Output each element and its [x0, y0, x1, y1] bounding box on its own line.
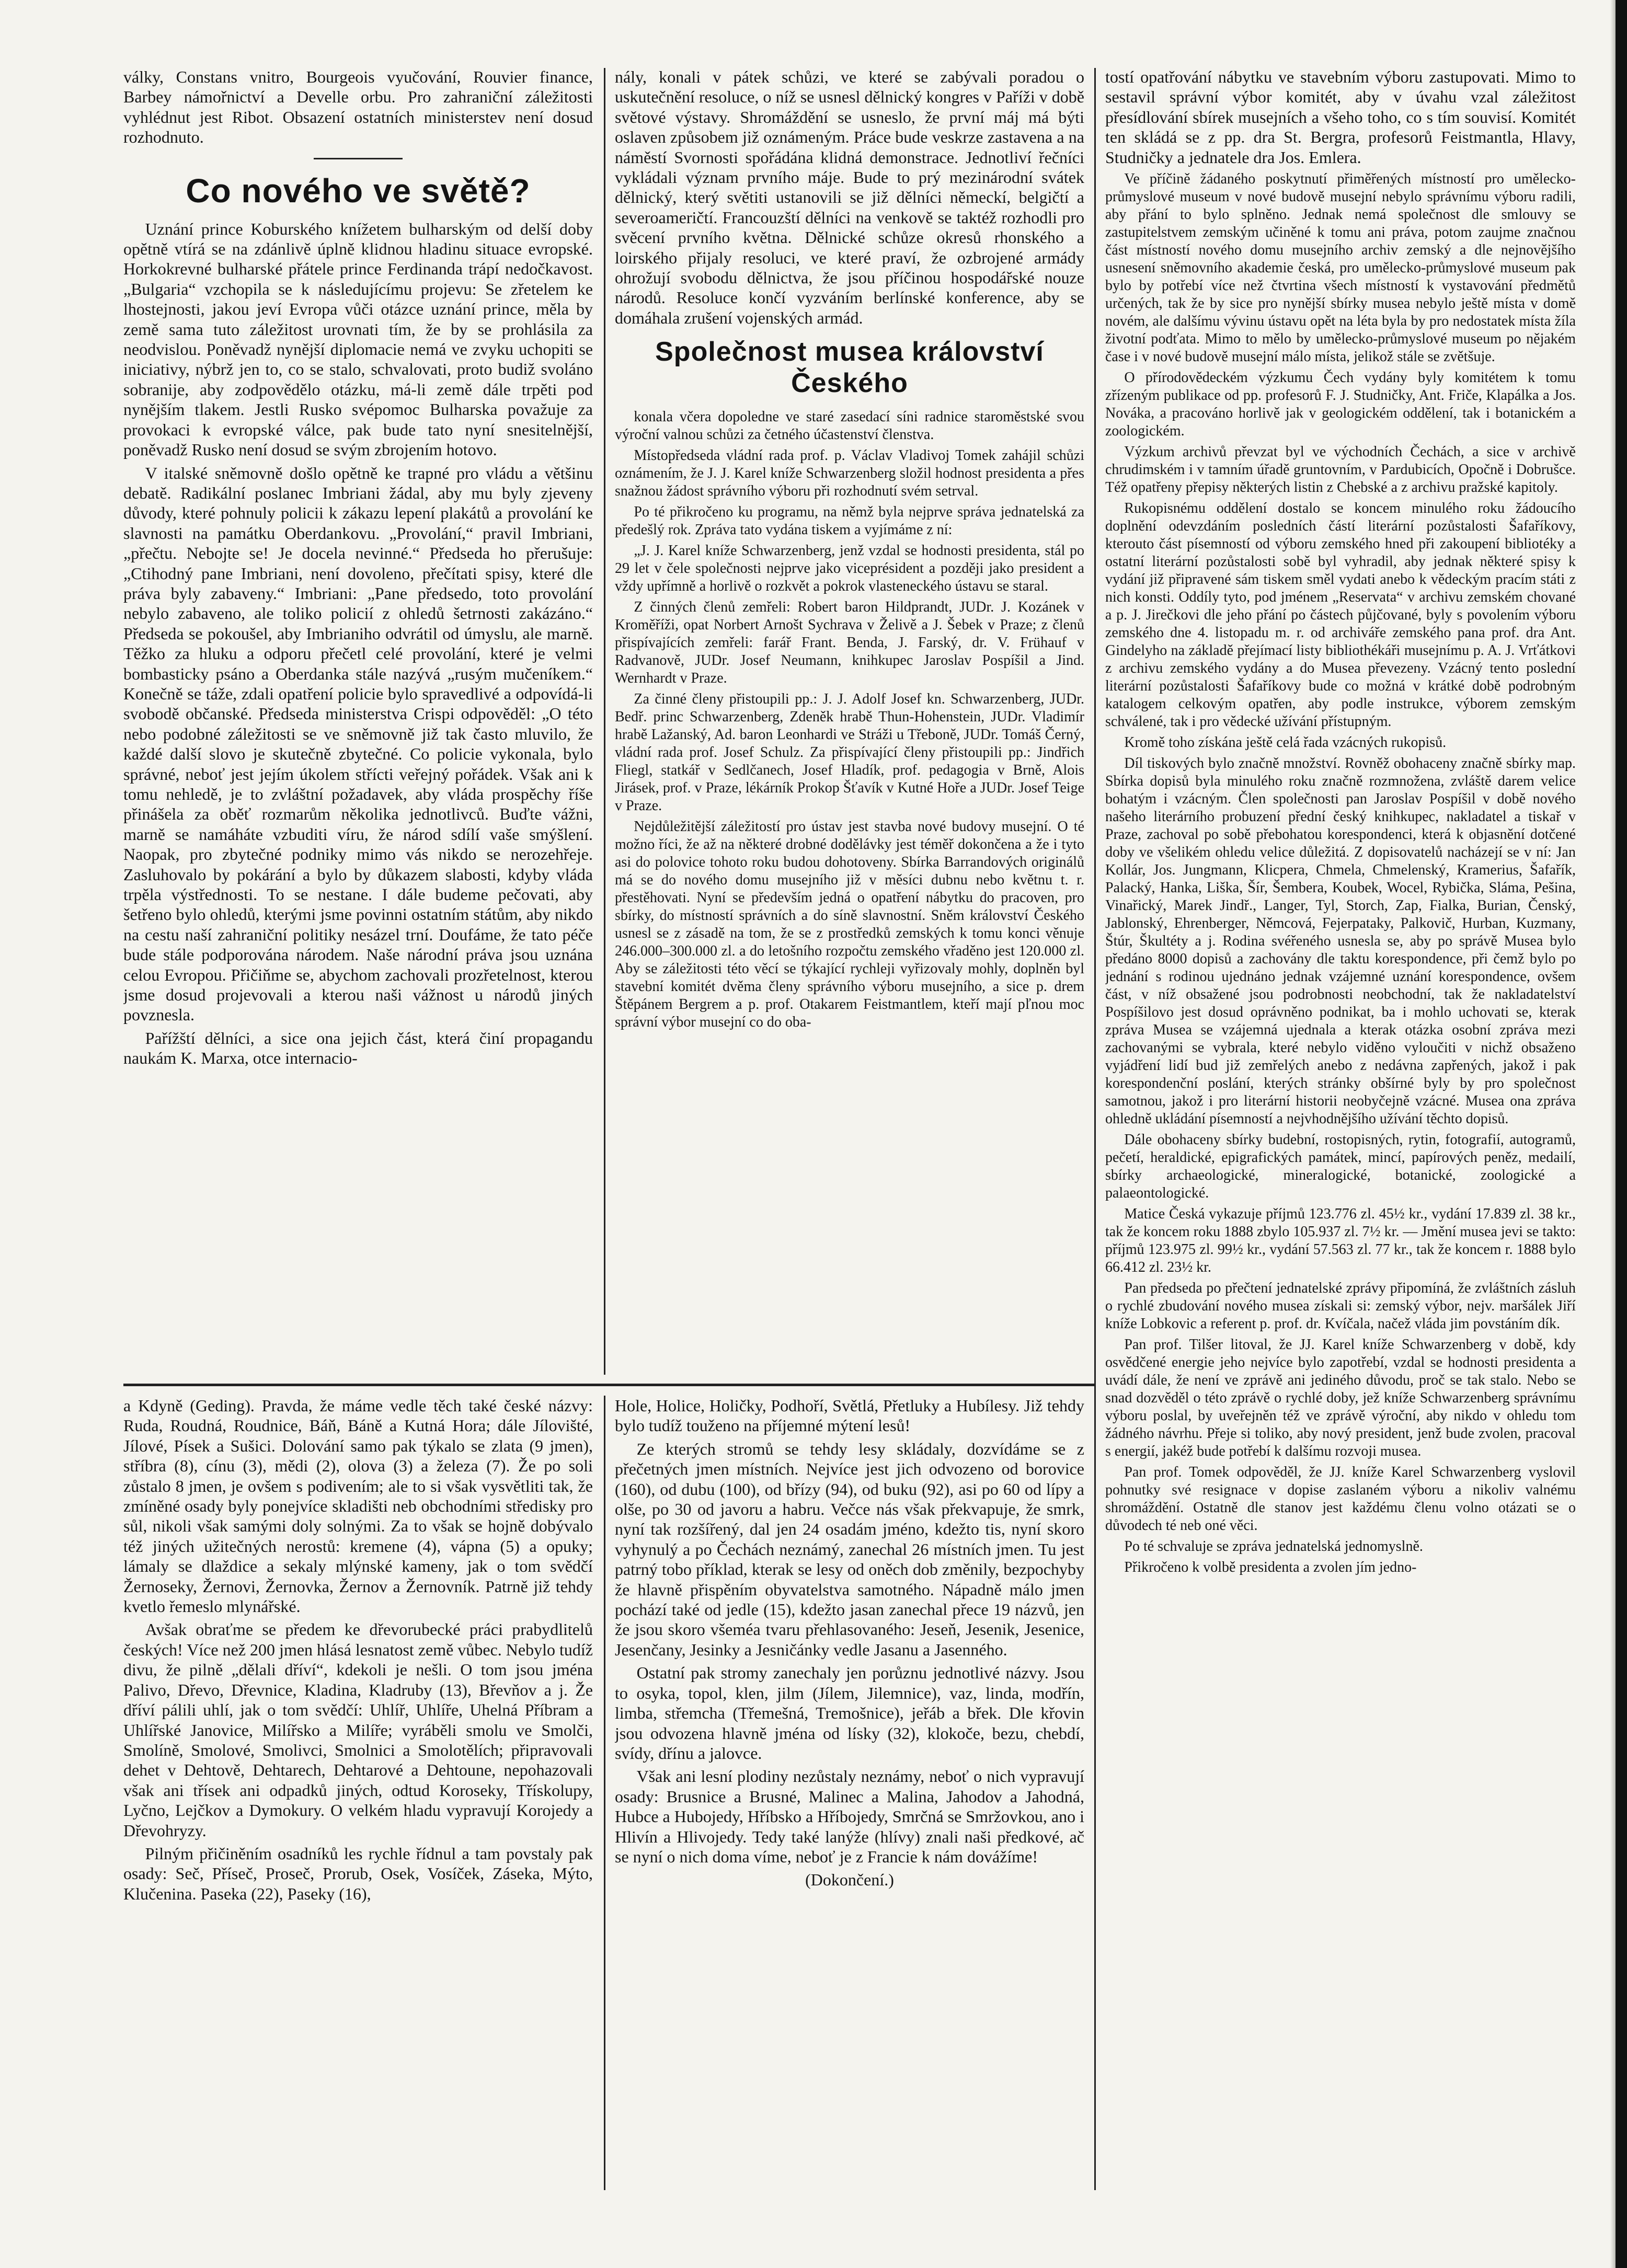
article-paragraph: Po té přikročeno ku programu, na němž byla nejprve správa jednatelská za předešlý rok. Zpráva tato vydána tiskem a vyjímáme z ní: [615, 504, 1084, 538]
column-divider [1094, 68, 1096, 2190]
column-top-left [123, 67, 593, 1374]
article-paragraph: Pan prof. Tilšer litoval, že JJ. Karel kníže Schwarzenberg v době, kdy osvědčené energie jeho nejvíce bylo zapotřebí, vzdal se hodnosti presidenta a uvádí dále, že není ve zprávě ani jediného důvodu, proč se tak stalo. Nebo se snad dozvěděl o této zprávě o rychlé doby, jež kníže Schwarzenberg správnímu výboru poslal, by uveřejněn též ve zprávě výroční, aby nikdo v ohledu tom žádného návrhu. Přeje si toliko, aby nový president, jenž bude zvolen, pracoval s energií, jakéž bude potřebí k dalšímu rozvoji musea. [1105, 1337, 1576, 1460]
article-paragraph: Uznání prince Koburského knížetem bulharským od delší doby opětně vtírá se na zdánlivě úplně klidnou hladinu situace evropské. Horkokrevné bulharské přátele prince Ferdinanda trápí nedočkavost. „Bulgaria“ vzchopila se k následujícímu projevu: Se zřetelem ke lhostejnosti, jakou jeví Evropa vůči otázce uznání prince, měla by země sama tuto záležitost urovnati tím, že by se prohlásila za neodvislou. Poněvadž nynější diplomacie nemá ve zvyku uchopiti se iniciativy, nýbrž jen to, co se stalo, schvalovati, proto budiž svoláno sobranije, aby zodpovědělo otázku, má-li země dále trpěti pod nynějším tlakem. Jestli Rusko svépomoc Bulharska považuje za provokaci k evropské válce, pak bude tato nyní snesitelnější, poněvadž Rusko není dosud se svým zbrojením hotovo. [123, 219, 593, 459]
article-paragraph: Z činných členů zemřeli: Robert baron Hildprandt, JUDr. J. Kozánek v Kroměříži, opat Norbert Arnošt Sychrava v Želivě a J. Šebek v Praze; z členů přispívajících zemřeli: farář Frant. Benda, J. Farský, dr. V. Frühauf v Radvanově, JUDr. Josef Neumann, knihkupec Jaroslav Pospíšil a Jind. Wernhardt v Praze. [615, 599, 1084, 687]
article-paragraph: Po té schvaluje se zpráva jednatelská jednomyslně. [1124, 1538, 1423, 1555]
article-paragraph: Pilným přičiněním osadníků les rychle řídnul a tam povstaly pak osady: Seč, Příseč, Proseč, Prorub, Osek, Vosíček, Záseka, Mýto, Klučenina. Paseka (22), Paseky (16), [123, 1844, 593, 1903]
column-divider [604, 1396, 605, 2190]
article-paragraph: Však ani lesní plodiny nezůstaly neznámy, neboť o nich vypravují osady: Brusnice a Brusné, Malinec a Malina, Jahodov a Jahodná, Hubce a Hubojedy, Hříbsko a Hříbojedy, Smrčná se Smržovkou, ano i Hlivín a Hlivojedy. Tedy také lanýže (hlívy) znali naši předkové, ač se nyní o nich doma víme, neboť je z Francie k nám dovážíme! [615, 1767, 1084, 1866]
article-paragraph: Nejdůležitější záležitostí pro ústav jest stavba nové budovy musejní. O té možno říci, že až na některé drobné dodělávky jest téměř dokončena a že i tyto asi do polovice tohoto roku budou dohotoveny. Sbírka Barrandových originálů má se do nového domu musejního již v měsíci dubnu nebo květnu t. r. přestěhovati. Nyní se především jedná o opatření nábytku do pracoven, pro sbírky, do místností správních a do síně slavnostní. Sněm království Českého usnesl se z zásadě na tom, že se z prostředků zemských k tomu konci věnuje 246.000–300.000 zl. a do letošního rozpočtu zemského vřaděno jest 120.000 zl. Aby se záležitosti této věcí se týkající rychleji vyřizovaly mohly, doplněn byl stavební komitét dvěma členy správního výboru musejního, a sice p. drem Štěpánem Bergrem a p. prof. Otakarem Feistmantlem, kteří mají pľnou moc správní výbor musejní co do oba- [615, 819, 1084, 1031]
section-heading: Co nového ve světě? [186, 171, 531, 210]
column-right [1105, 67, 1576, 2194]
column-bottom-left [123, 1396, 593, 2195]
article-paragraph: Ostatní pak stromy zanechaly jen porůznu jednotlivé názvy. Jsou to osyka, topol, klen, jilm (Jílem, Jilemnice), vaz, linda, modřín, limba, střemcha (Třemešná, Tremošnice), jeřáb a břek. Dle křovin jsou odvozena hlavně jména od lísky (32), klokoče, bezu, chebdí, svídy, dřínu a jalovce. [615, 1663, 1084, 1763]
article-paragraph: tostí opatřování nábytku ve stavebním výboru zastupovati. Mimo to sestavil správní výbor komitét, aby v úvahu vzal záležitost přesídlování sbírek musejních a všeho toho, co s tím souvisí. Komitét ten skládá se z pp. dra St. Bergra, profesorů Feistmantla, Hlavy, Studničky a jednatele dra Jos. Emlera. [1105, 67, 1576, 167]
article-paragraph: „J. J. Karel kníže Schwarzenberg, jenž vzdal se hodnosti presidenta, stál po 29 let v čele společnosti nejprve jako viceprésident a později jako president a vždy upřímně a horlivě o rozkvět a pokrok vlasteneckého ústavu se staral. [615, 543, 1084, 595]
article-paragraph: konala včera dopoledne ve staré zasedací síni radnice staroměstské svou výroční valnou schůzi za četného účastenství členstva. [615, 409, 1084, 443]
section-divider [123, 1384, 1094, 1386]
separator [314, 158, 403, 159]
article-paragraph: Za činné členy přistoupili pp.: J. J. Adolf Josef kn. Schwarzenberg, JUDr. Bedř. princ Schwarzenberg, Zdeněk hrabě Thun-Hohenstein, JUDr. Vladimír hrabě Lažanský, Ad. baron Leonhardi ve Stráži u Třeboně, JUDr. Tomáš Černý, vládní rada prof. Josef Schulz. Za přispívající členy přistoupili pp.: Jindřich Fliegl, statkář v Sedlčanech, Josef Hladík, prof. pedagogia v Brně, Alois Jirásek, prof. v Praze, lékárník Prokop Šťavík v Kutné Hoře a JUDr. Josef Teige v Praze. [615, 691, 1084, 814]
article-paragraph: Ve příčině žádaného poskytnutí přiměřených místností pro umělecko-průmyslové museum v nové budově musejní nebylo správnímu výboru radili, aby přání to bylo splněno. Jednak nemá společnost dle smlouvy se zastupitelstvem zemským učiněné k tomu ani práva, potom zaujme značnou část místností nového domu musejního archiv zemský a dle nejnovějšího usnesení sněmovního akademie česká, pro umělecko-průmyslové museum pak bylo by potřebí více než čtvrtina všech místností k vystavování předmětů určených, tak že by sice pro nynější sbírky musea nebylo ještě místa v domě novém, ale dalšímu vývinu ústavu opět na léta byla by pro nedostatek místa žíla životní podťata. Mimo to mělo by umělecko-průmyslové museum po nějakém čase i v nové budově musejní málo místa, jelikož stále se zvětšuje. [1105, 171, 1576, 365]
article-paragraph: Kromě toho získána ještě celá řada vzácných rukopisů. [1124, 734, 1447, 751]
article-paragraph: Výzkum archivů převzat byl ve východních Čechách, a sice v archivě chrudimském i v tamním úřadě gruntovním, v Pardubicích, Opočně i Dobrušce. Též opatřeny přepisy některých listin z Chebské a z archivu pražské kapitoly. [1105, 444, 1576, 496]
article-paragraph: O přírodovědeckém výzkumu Čech vydány byly komitétem k tomu zřízeným publikace od pp. profesorů F. J. Studničky, Ant. Friče, Klapálka a Jos. Nováka, a pracováno horlivě jak v geologickém oddělení, tak i botanickém a zoologickém. [1105, 370, 1576, 440]
article-paragraph: Místopředseda vládní rada prof. p. Václav Vladivoj Tomek zahájil schůzi oznámením, že J. J. Karel kníže Schwarzenberg složil hodnost presidenta a přes snažnou žádost správního výboru při rozhodnutí svém setrval. [615, 447, 1084, 500]
article-paragraph: války, Constans vnitro, Bourgeois vyučování, Rouvier finance, Barbey námořnictví a Develle orbu. Pro zahraniční záležitosti vyhlédnut jest Ribot. Obsazení ostatních ministerstev není dosud rozhodnuto. [123, 67, 593, 147]
continuation-note: (Dokončení.) [805, 1870, 894, 1890]
column-divider [604, 68, 605, 1375]
article-paragraph: Přikročeno k volbě presidenta a zvolen jím jedno- [1124, 1559, 1417, 1576]
article-paragraph: V italské sněmovně došlo opětně ke trapné pro vládu a většinu debatě. Radikální poslanec Imbriani žádal, aby mu byly zjeveny důvody, které pohnuly policii k zákazu lepení plakátů a provolání ke slavnosti na památku Oberdankovu. „Provolání,“ pravil Imbriani, „přečtu. Nebojte se! Je docela nevinné.“ Předseda ho přerušuje: „Ctihodný pane Imbriani, není dovoleno, přečítati spisy, které dle práva byly zabaveny.“ Imbriani: „Pane předsedo, toto provolání nebylo zabaveno, ale toliko policií z ohledů šetrnosti zakázáno.“ Předseda se pokoušel, aby Imbrianiho odvrátil od úmyslu, ale marně. Těžko za hluku a odporu přečetl celé provolání, které je velmi bombasticky psáno a Oberdanka stále nazývá „rusým mučeníkem.“ Konečně se táže, zdali opatření policie bylo spravedlivé a odpovídá-li svobodě občanské. Předseda ministerstva Crispi odpověděl: „O této nebo podobné záležitosti se ve sněmovně již tak často mluvilo, že každé další slovo je skutečně zbytečné. Co policie vykonala, bylo správné, neboť jest jejím úkolem střícti veřejný pořádek. Však ani k tomu nehledě, je to zvláštní požadavek, aby vláda prospěchy říše přinášela za oběť rozmarům několika jednotlivců. Buďte vážni, marně se namáháte vzbuditi víru, že národ sdílí vaše smýšlení. Naopak, pro zbytečné podniky mimo vás nikdo se nerozehřeje. Zasluhovalo by pokárání a bylo by důkazem slabosti, kdyby vláda trpěla výstřednosti. To se nestane. I dále budeme pečovati, aby šetřeno bylo ohledů, kterými jsme povinni ostatním státům, aby nikdo na cestu naší zahraniční politiky nesázel trní. Doufáme, že tato péče bude stále podporována národem. Naše národní práva jsou uznána celou Evropou. Přičiňme se, abychom zachovali prozřetelnost, kterou jsme dosud projevovali a kterou naši vážnost u národů jiných povznesla. [123, 463, 593, 1024]
article-paragraph: Pan předseda po přečtení jednatelské zprávy připomíná, že zvláštních zásluh o rychlé zbudování nového musea získali si: zemský výbor, nejv. maršálek Jiří kníže Lobkovic a referent p. prof. dr. Kvíčala, načež vláda jim povstáním dík. [1105, 1280, 1576, 1332]
article-paragraph: Rukopisnému oddělení dostalo se koncem minulého roku žádoucího doplnění odevzdáním posledních částí literární pozůstalosti Šafaříkovy, kterouto část písemností od výboru zemského hned při zakoupení bibliotéky a ostatní literární pozůstalosti sobě byl vyhradil, aby jednak některé spisy k vydání již připravené sám tiskem směl vydati anebo k vědeckým pracím státi z nich konsti. Oddíly tyto, pod jménem „Reservata“ v archivu zemském chované a p. J. Jirečkovi dle jeho přání po částech půjčované, byly s povolením výboru zemského dne 4. listopadu m. r. od archiváře zemského pana prof. dra Ant. Gindelyho na základě přejímací listy bibliothékáři musejnímu p. A. J. Vrťátkovi z archivu zemského vydány a do Musea převezeny. Vzácný tento poslední literární pozůstalosti Šafaříkovy bude co možná v krátké době podrobným katalogem celkovým opatřen, aby podle instrukce, výborem zemským schválené, tak i pro vědecké užívání přístupným. [1105, 500, 1576, 730]
article-paragraph: Pan prof. Tomek odpověděl, že JJ. kníže Karel Schwarzenberg vyslovil pohnutky své resignace v dopise zaslaném výboru a nikoliv valnému shromáždění. Ostatně dle stanov jest každému členu volno otázati se o důvodech té neb oné věci. [1105, 1464, 1576, 1534]
article-paragraph: Dále obohaceny sbírky budební, rostopisných, rytin, fotografií, autogramů, pečetí, heraldické, epigrafických památek, mincí, papírových peněz, medailí, sbírky archaeologické, mineralogické, botanické, zoologické a palaeontologické. [1105, 1132, 1576, 1202]
article-paragraph: Avšak obraťme se předem ke dřevorubecké práci prabydlitelů českých! Více než 200 jmen hlásá lesnatost země vůbec. Nebylo tudíž divu, že pilně „dělali dříví“, kdekoli je nešli. O tom jsou jména Palivo, Dřevo, Dřevnice, Kladina, Kladruby (13), Břevňov a j. Že dříví pálili uhlí, jak o tom svědčí: Uhlíř, Uhlíře, Uhelná Příbram a Uhlířské Janovice, Milířsko a Milíře; vyráběli smolu ve Smolči, Smolíně, Smolové, Smolivci, Smolnici a Smolotělích; připravovali dehet v Dehtově, Dehtarech, Dehtarové a Dehtoune, nepohazovali však ani třísek ani odpadků jiných, odtud Koroseky, Třískolupy, Lyčno, Lejčkov a Dymokury. O velkém hladu vypravují Korojedy a Dřevohryzy. [123, 1620, 593, 1840]
page-edge [1615, 0, 1627, 2268]
article-paragraph: Hole, Holice, Holičky, Podhoří, Světlá, Přetluky a Hubílesy. Již tehdy bylo tudíž touženo na příjemné mýtení lesů! [615, 1396, 1084, 1435]
article-paragraph: nály, konali v pátek schůzi, ve které se zabývali poradou o uskutečnění resoluce, o níž se usnesl dělnický kongres v Paříži v době světové výstavy. Shromáždění se usneslo, že první máj má býti oslaven způsobem již oznámeným. Práce bude veskrze zastavena a na náměstí Svornosti spořádána klidná demonstrace. Jednotliví řečníci vykládali význam prvního máje. Bude to prý mezinárodní svátek dělnický, který světiti ustanovili se již dělníci německí, belgičtí a severoameričtí. Francouzští dělníci na venkově se taktéž rozhodli pro svěcení prvního května. Dělnické schůze okresů rhonského a loirského přijaly resoluci, ve které praví, že ozbrojené armády ohrožují svobodu dělnictva, že jsou příčinou hospodářské nouze národů. Resoluce končí vyzváním berlínské konference, aby se domáhala zrušení vojenských armád. [615, 67, 1084, 327]
column-top-middle [615, 67, 1084, 1374]
article-paragraph: Díl tiskových bylo značně množství. Rovněž obohaceny značně sbírky map. Sbírka dopisů byla minulého roku značně rozmnožena, zvláště darem velice bohatým i vzácným. Člen společnosti pan Jaroslav Pospíšil v době nového našeho literárního probuzení přední český knihkupec, nakladatel a tiskař v Praze, zachoval po sobě přebohatou korespondenci, která k objasnění dotčené doby ve všelikém ohledu velice důležitá. Z dopisovatelů nacházejí se v ní: Jan Kollár, Jos. Jungmann, Klicpera, Chmela, Chmelenský, Kramerius, Šafařík, Palacký, Hanka, Liška, Šír, Šembera, Koubek, Wocel, Rybička, Sláma, Pešina, Vinařický, Marek Jindř., Langer, Tyl, Storch, Zap, Fialka, Burian, Čenský, Jablonský, Ehrenberger, Němcová, Fejerpataky, Palkovič, Hurban, Kuzmany, Štúr, Škultéty a j. Rodina svéřeného usnesla se, aby po správě Musea bylo předáno 8000 dopisů a zachovány dle taktu korespondence, při čemž bylo po jednání s rodinou ujednáno jednak vzájemné uznání korespondence, ovšem část, v níž obsažené jsou podrobnosti neobchodní, tak že nakladatelství Pospíšilovo jest dosud oprávněno podnikat, ba i mohlo uchovati se, kterak zpráva Musea se vzájemná ujednala a kterak otázka osobní zpráva mezi zachovanými se vybrala, které nebylo viděno vyloučiti v nichž obsaženo vyjádření lidí bud již zemřelých anebo z nedávna zapřených, jakož i pak korespondenční poslání, kterých stránky obšírné byly by pro společnost samotnou, jakož i pro literární historii neobyčejně vzácné. Musea ona zpráva ohledně ukládání písemností a nejvhodnějšího užívání těchto dopisů. [1105, 755, 1576, 1127]
article-paragraph: a Kdyně (Geding). Pravda, že máme vedle těch také české názvy: Ruda, Roudná, Roudnice, Báň, Báně a Kutná Hora; dále Jílovišté, Jílové, Písek a Sušici. Dolování samo pak týkalo se zlata (9 jmen), stříbra (8), cínu (3), mědi (2), olova (3) a železa (7). Že po soli zůstalo 8 jmen, je ovšem s podivením; ale to si však vysvětliti tak, že zmíněné osady byly ponejvíce skladišti neb obchodními středisky pro sůl, nikoli však samými doly solnými. Za to však se hojně dobývalo též jiných užitečných nerostů: kremene (4), vápna (5) a opuky; lámaly se dlaždice a sekaly mlýnské kameny, jak o tom svědčí Žernoseky, Žernovi, Žernovka, Žernov a Žernovník. Patrně již tehdy kvetlo řemeslo mlynářské. [123, 1396, 593, 1616]
article-paragraph: Matice Česká vykazuje příjmů 123.776 zl. 45½ kr., vydání 17.839 zl. 38 kr., tak že koncem roku 1888 zbylo 105.937 zl. 7½ kr. — Jmění musea jevi se takto: příjmů 123.975 zl. 99½ kr., vydání 57.563 zl. 77 kr., tak že koncem r. 1888 bylo 66.412 zl. 23½ kr. [1105, 1206, 1576, 1276]
column-bottom-middle [615, 1396, 1084, 2195]
article-paragraph: Pařížští dělníci, a sice ona jejich část, která činí propagandu naukám K. Marxa, otce internacio- [123, 1028, 593, 1068]
article-heading: Společnost musea království Českého [655, 337, 1044, 399]
article-paragraph: Ze kterých stromů se tehdy lesy skládaly, dozvídáme se z přečetných jmen místních. Nejvíce jest jich odvozeno od borovice (160), od dubu (100), od břízy (94), od buku (92), asi po 60 od lípy a olše, po 30 od javoru a habru. Večce nás však překvapuje, že smrk, nyní tak rozšířený, dal jen 24 osadám jméno, kdežto tis, nyní skoro vyhynulý a po Čechách neznámý, zanechal 26 místních jmen. Tu jest patrný tobo příklad, kterak se lesy od oněch dob změnily, bezpochyby že hlavně přispěním obyvatelstva samotného. Nápadně málo jmen pochází také od jedle (15), kdežto jasan zanechal přece 19 názvů, jen že jsou skoro všeméa tvaru přehlasovaného: Jeseň, Jesenik, Jesenice, Jesenčany, Jesinky a Jesničánky vedle Jasanu a Jasenného. [615, 1439, 1084, 1659]
